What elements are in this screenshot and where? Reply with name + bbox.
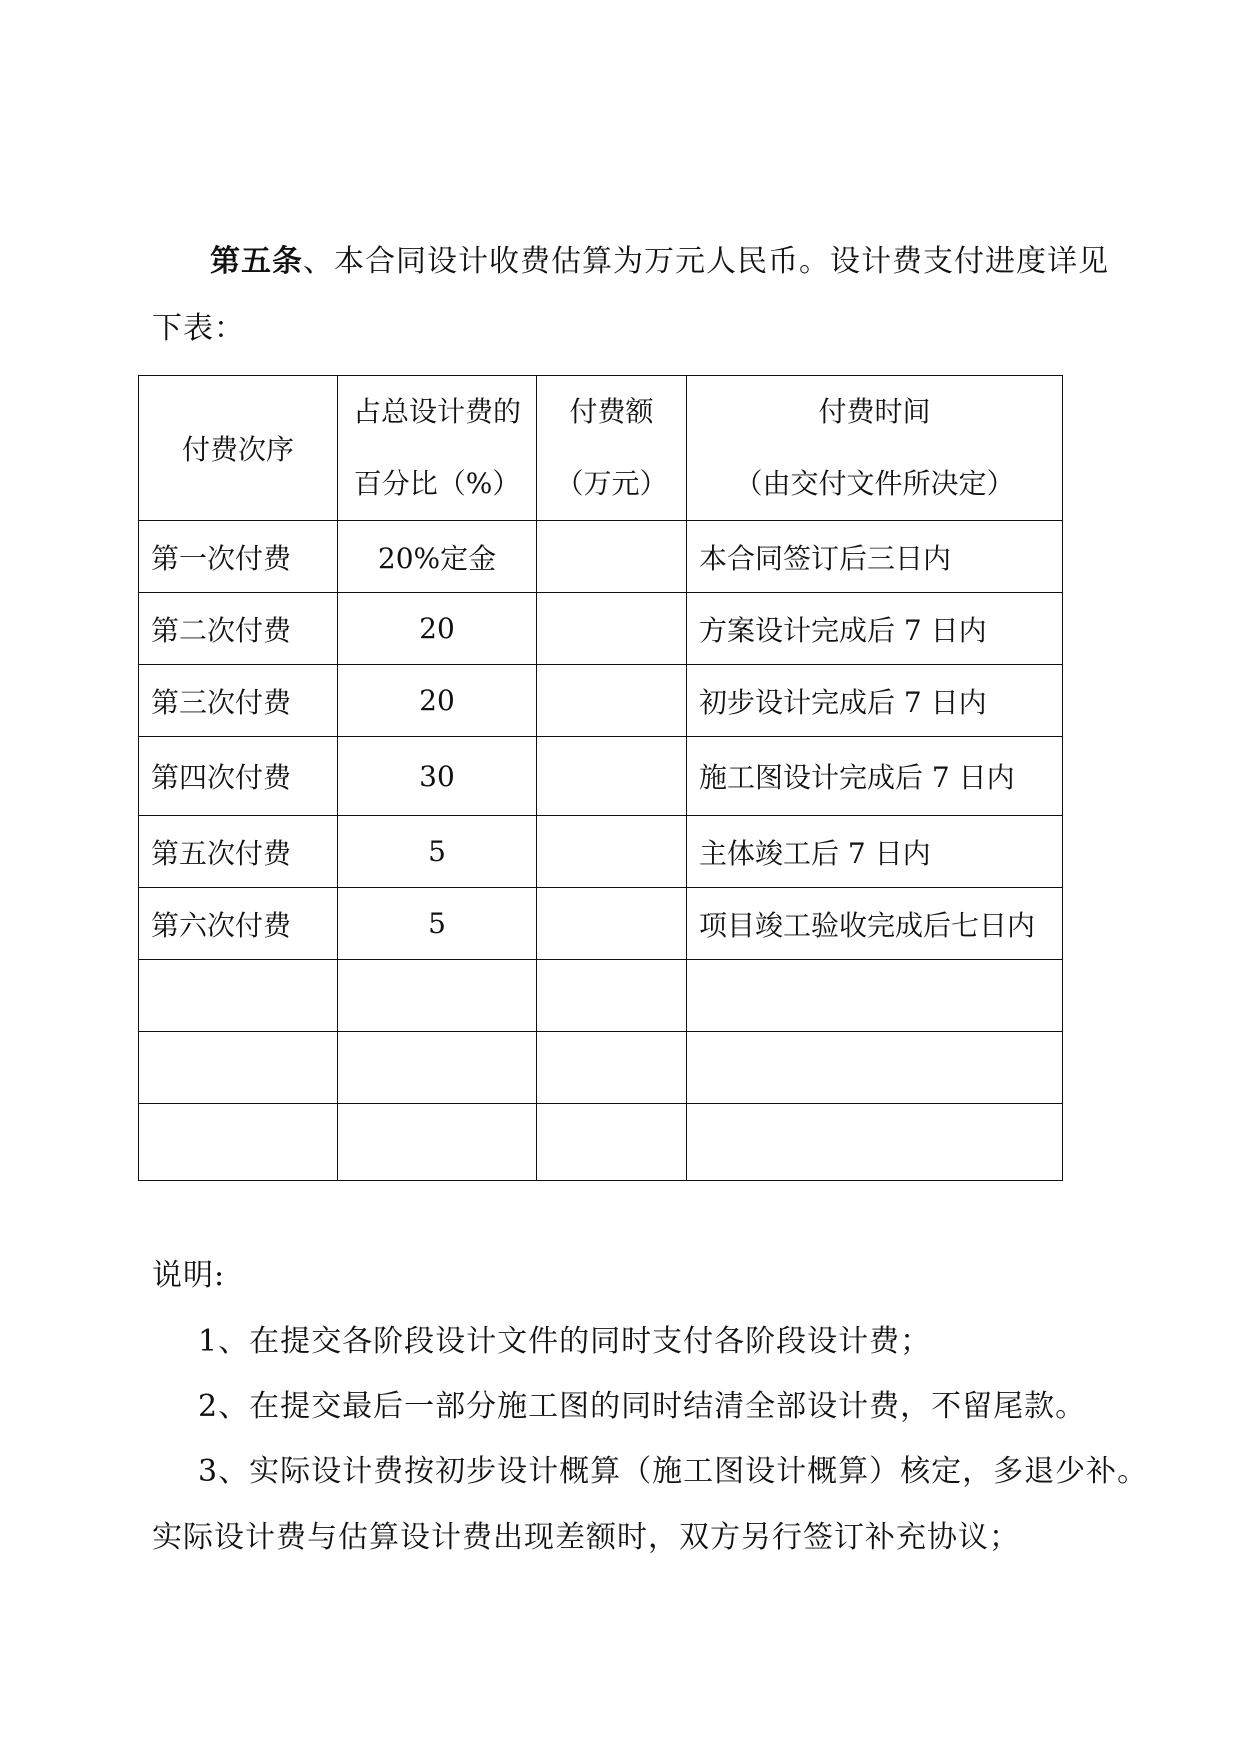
table-row xyxy=(139,816,1063,888)
cell-time: 项目竣工验收完成后七日内 xyxy=(687,888,1063,960)
article-line-2: 下表： xyxy=(152,311,245,346)
cell-percent: 20 xyxy=(338,593,537,665)
payment-schedule-table xyxy=(138,375,1063,1181)
header-amount: 付费额 （万元） xyxy=(537,376,687,521)
table-row xyxy=(139,665,1063,737)
cell-amount xyxy=(537,960,687,1032)
cell-amount xyxy=(537,593,687,665)
cell-amount xyxy=(537,1032,687,1104)
article-line-1 xyxy=(210,242,1109,282)
cell-amount xyxy=(537,665,687,737)
table-row xyxy=(139,1104,1063,1181)
cell-percent: 30 xyxy=(338,737,537,816)
cell-order: 第一次付费 xyxy=(139,521,338,593)
cell-time: 主体竣工后 7 日内 xyxy=(687,816,1063,888)
table-row xyxy=(139,1032,1063,1104)
article-text: 、本合同设计收费估算为万元人民币。设计费支付进度详见 xyxy=(303,244,1109,279)
cell-amount xyxy=(537,737,687,816)
note-item-3-continued: 实际设计费与估算设计费出现差额时，双方另行签订补充协议； xyxy=(152,1520,1020,1555)
cell-time: 施工图设计完成后 7 日内 xyxy=(687,737,1063,816)
note-item-1: 1、在提交各阶段设计文件的同时支付各阶段设计费； xyxy=(198,1324,932,1359)
cell-order: 第五次付费 xyxy=(139,816,338,888)
cell-time xyxy=(687,1032,1063,1104)
notes-title: 说明: xyxy=(152,1258,226,1293)
table-row xyxy=(139,521,1063,593)
table-row xyxy=(139,960,1063,1032)
cell-amount xyxy=(537,888,687,960)
cell-amount xyxy=(537,816,687,888)
article-heading: 第五条 xyxy=(210,244,303,279)
cell-time xyxy=(687,1104,1063,1181)
cell-percent xyxy=(338,1032,537,1104)
cell-amount xyxy=(537,521,687,593)
cell-percent xyxy=(338,1104,537,1181)
cell-amount xyxy=(537,1104,687,1181)
cell-order xyxy=(139,960,338,1032)
cell-percent xyxy=(338,960,537,1032)
cell-order: 第三次付费 xyxy=(139,665,338,737)
note-item-3: 3、实际设计费按初步设计概算（施工图设计概算）核定，多退少补。 xyxy=(198,1454,1149,1489)
header-order: 付费次序 xyxy=(139,376,338,521)
cell-percent: 20 xyxy=(338,665,537,737)
cell-percent: 5 xyxy=(338,888,537,960)
header-percent: 占总设计费的 百分比（%） xyxy=(338,376,537,521)
table-row xyxy=(139,593,1063,665)
cell-order xyxy=(139,1104,338,1181)
cell-time: 初步设计完成后 7 日内 xyxy=(687,665,1063,737)
cell-percent: 5 xyxy=(338,816,537,888)
cell-order: 第六次付费 xyxy=(139,888,338,960)
cell-time xyxy=(687,960,1063,1032)
table-header-row xyxy=(139,376,1063,521)
note-item-2: 2、在提交最后一部分施工图的同时结清全部设计费，不留尾款。 xyxy=(198,1389,1087,1424)
header-time: 付费时间 （由交付文件所决定） xyxy=(687,376,1063,521)
cell-time: 本合同签订后三日内 xyxy=(687,521,1063,593)
cell-order: 第四次付费 xyxy=(139,737,338,816)
cell-time: 方案设计完成后 7 日内 xyxy=(687,593,1063,665)
table-row xyxy=(139,737,1063,816)
cell-percent: 20%定金 xyxy=(338,521,537,593)
table-row xyxy=(139,888,1063,960)
cell-order xyxy=(139,1032,338,1104)
cell-order: 第二次付费 xyxy=(139,593,338,665)
